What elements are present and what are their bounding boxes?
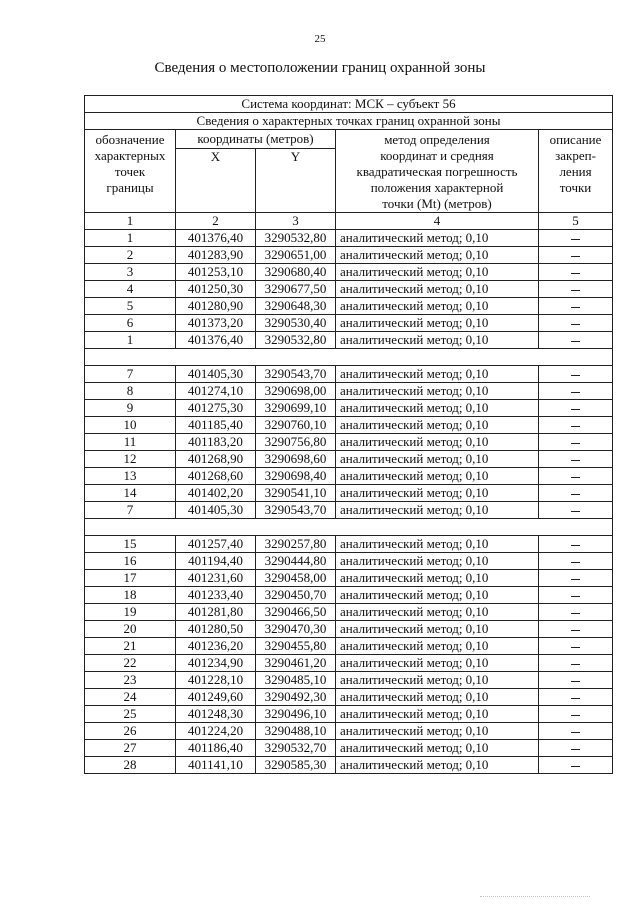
- page-number: 25: [314, 33, 326, 45]
- dash-mark: [571, 494, 580, 495]
- y-coordinate-cell: 3290585,30: [256, 757, 336, 774]
- description-cell: [539, 366, 613, 383]
- y-coordinate-cell: 3290450,70: [256, 587, 336, 604]
- x-coordinate-cell: 401405,30: [176, 366, 256, 383]
- group-separator-cell: [85, 519, 613, 536]
- dash-mark: [571, 375, 580, 376]
- table-row: [85, 298, 613, 315]
- description-cell: [539, 553, 613, 570]
- table-row: [85, 281, 613, 298]
- x-coordinate-cell: 401268,90: [176, 451, 256, 468]
- dash-mark: [571, 664, 580, 665]
- description-cell: [539, 570, 613, 587]
- table-row: [85, 723, 613, 740]
- x-coordinate-cell: 401281,80: [176, 604, 256, 621]
- header-line: описание: [549, 132, 602, 147]
- y-coordinate-cell: 3290532,80: [256, 332, 336, 349]
- description-cell: [539, 230, 613, 247]
- method-cell: аналитический метод; 0,10: [336, 315, 539, 332]
- method-cell: аналитический метод; 0,10: [336, 332, 539, 349]
- method-cell: аналитический метод; 0,10: [336, 230, 539, 247]
- method-cell: аналитический метод; 0,10: [336, 570, 539, 587]
- table-row: [85, 570, 613, 587]
- method-cell: аналитический метод; 0,10: [336, 400, 539, 417]
- column-number: 1: [85, 213, 176, 230]
- table-row: [85, 451, 613, 468]
- dash-mark: [571, 443, 580, 444]
- header-line: характерных: [94, 148, 166, 163]
- column-number: 4: [336, 213, 539, 230]
- method-cell: аналитический метод; 0,10: [336, 604, 539, 621]
- description-cell: [539, 451, 613, 468]
- dash-mark: [571, 426, 580, 427]
- method-cell: аналитический метод; 0,10: [336, 638, 539, 655]
- scan-artifact: [480, 896, 590, 900]
- y-coordinate-cell: 3290485,10: [256, 672, 336, 689]
- description-cell: [539, 672, 613, 689]
- description-cell: [539, 536, 613, 553]
- method-cell: аналитический метод; 0,10: [336, 298, 539, 315]
- column-number: 3: [256, 213, 336, 230]
- table-row: [85, 230, 613, 247]
- header-point-designation: [85, 130, 176, 213]
- description-cell: [539, 757, 613, 774]
- table-row: [85, 264, 613, 281]
- dash-mark: [571, 460, 580, 461]
- dash-mark: [571, 698, 580, 699]
- x-coordinate-cell: 401376,40: [176, 332, 256, 349]
- dash-mark: [571, 545, 580, 546]
- description-cell: [539, 638, 613, 655]
- point-number-cell: 22: [85, 655, 176, 672]
- y-coordinate-cell: 3290698,00: [256, 383, 336, 400]
- group-separator-cell: [85, 349, 613, 366]
- point-number-cell: 28: [85, 757, 176, 774]
- dash-mark: [571, 613, 580, 614]
- dash-mark: [571, 647, 580, 648]
- y-coordinate-cell: 3290455,80: [256, 638, 336, 655]
- x-coordinate-cell: 401248,30: [176, 706, 256, 723]
- y-coordinate-cell: 3290458,00: [256, 570, 336, 587]
- x-coordinate-cell: 401141,10: [176, 757, 256, 774]
- method-cell: аналитический метод; 0,10: [336, 451, 539, 468]
- table-row: [85, 740, 613, 757]
- table-row: [85, 587, 613, 604]
- x-coordinate-cell: 401257,40: [176, 536, 256, 553]
- table-row: [85, 468, 613, 485]
- description-cell: [539, 400, 613, 417]
- point-number-cell: 14: [85, 485, 176, 502]
- table-row: [85, 247, 613, 264]
- y-coordinate-cell: 3290532,70: [256, 740, 336, 757]
- table-row: [85, 315, 613, 332]
- table-row: [85, 604, 613, 621]
- header-line: положения характерной: [370, 180, 504, 195]
- x-coordinate-cell: 401249,60: [176, 689, 256, 706]
- y-coordinate-cell: 3290680,40: [256, 264, 336, 281]
- table-row: [85, 621, 613, 638]
- method-cell: аналитический метод; 0,10: [336, 672, 539, 689]
- point-number-cell: 12: [85, 451, 176, 468]
- table-row: [85, 383, 613, 400]
- header-row-1: [85, 130, 613, 149]
- y-coordinate-cell: 3290532,80: [256, 230, 336, 247]
- table-row: [85, 485, 613, 502]
- x-coordinate-cell: 401224,20: [176, 723, 256, 740]
- y-coordinate-cell: 3290488,10: [256, 723, 336, 740]
- header-line: точки (Mt) (метров): [382, 196, 492, 211]
- y-coordinate-cell: 3290543,70: [256, 502, 336, 519]
- table-row: [85, 434, 613, 451]
- method-cell: аналитический метод; 0,10: [336, 757, 539, 774]
- y-coordinate-cell: 3290760,10: [256, 417, 336, 434]
- method-cell: аналитический метод; 0,10: [336, 740, 539, 757]
- group-separator-row: [85, 519, 613, 536]
- description-cell: [539, 247, 613, 264]
- dash-mark: [571, 715, 580, 716]
- header-line: закреп-: [555, 148, 596, 163]
- document-title: Сведения о местоположении границ охранной зоны: [154, 60, 486, 76]
- method-cell: аналитический метод; 0,10: [336, 723, 539, 740]
- method-cell: аналитический метод; 0,10: [336, 536, 539, 553]
- y-coordinate-cell: 3290648,30: [256, 298, 336, 315]
- point-number-cell: 24: [85, 689, 176, 706]
- method-cell: аналитический метод; 0,10: [336, 264, 539, 281]
- y-coordinate-cell: 3290677,50: [256, 281, 336, 298]
- point-number-cell: 9: [85, 400, 176, 417]
- method-cell: аналитический метод; 0,10: [336, 366, 539, 383]
- x-coordinate-cell: 401283,90: [176, 247, 256, 264]
- method-cell: аналитический метод; 0,10: [336, 621, 539, 638]
- y-coordinate-cell: 3290756,80: [256, 434, 336, 451]
- x-coordinate-cell: 401280,50: [176, 621, 256, 638]
- header-coordinates: координаты (метров): [176, 130, 336, 149]
- table-row: [85, 366, 613, 383]
- description-cell: [539, 383, 613, 400]
- table-row: [85, 400, 613, 417]
- description-cell: [539, 655, 613, 672]
- boundary-points-table: [84, 95, 613, 774]
- method-cell: аналитический метод; 0,10: [336, 383, 539, 400]
- dash-mark: [571, 239, 580, 240]
- x-coordinate-cell: 401376,40: [176, 230, 256, 247]
- header-line: обозначение: [95, 132, 165, 147]
- description-cell: [539, 417, 613, 434]
- y-coordinate-cell: 3290461,20: [256, 655, 336, 672]
- header-line: метод определения: [384, 132, 490, 147]
- x-coordinate-cell: 401231,60: [176, 570, 256, 587]
- dash-mark: [571, 409, 580, 410]
- x-coordinate-cell: 401250,30: [176, 281, 256, 298]
- description-cell: [539, 621, 613, 638]
- dash-mark: [571, 579, 580, 580]
- point-number-cell: 21: [85, 638, 176, 655]
- dash-mark: [571, 749, 580, 750]
- point-number-cell: 26: [85, 723, 176, 740]
- dash-mark: [571, 290, 580, 291]
- description-cell: [539, 689, 613, 706]
- y-coordinate-cell: 3290470,30: [256, 621, 336, 638]
- dash-mark: [571, 477, 580, 478]
- header-description: [539, 130, 613, 213]
- point-number-cell: 17: [85, 570, 176, 587]
- table-info-label: Сведения о характерных точках границ охранной зоны: [85, 113, 613, 130]
- description-cell: [539, 332, 613, 349]
- table-row: [85, 638, 613, 655]
- header-line: границы: [106, 180, 154, 195]
- point-number-cell: 2: [85, 247, 176, 264]
- x-coordinate-cell: 401236,20: [176, 638, 256, 655]
- dash-mark: [571, 324, 580, 325]
- method-cell: аналитический метод; 0,10: [336, 553, 539, 570]
- y-coordinate-cell: 3290257,80: [256, 536, 336, 553]
- y-coordinate-cell: 3290541,10: [256, 485, 336, 502]
- table-row: [85, 502, 613, 519]
- header-line: координат и средняя: [380, 148, 494, 163]
- header-line: квадратическая погрешность: [356, 164, 518, 179]
- dash-mark: [571, 766, 580, 767]
- description-cell: [539, 298, 613, 315]
- dash-mark: [571, 256, 580, 257]
- x-coordinate-cell: 401186,40: [176, 740, 256, 757]
- description-cell: [539, 315, 613, 332]
- x-coordinate-cell: 401183,20: [176, 434, 256, 451]
- group-separator-row: [85, 349, 613, 366]
- point-number-cell: 1: [85, 230, 176, 247]
- column-number: 5: [539, 213, 613, 230]
- x-coordinate-cell: 401194,40: [176, 553, 256, 570]
- method-cell: аналитический метод; 0,10: [336, 689, 539, 706]
- x-coordinate-cell: 401185,40: [176, 417, 256, 434]
- coordinate-system-row: [85, 96, 613, 113]
- table-row: [85, 689, 613, 706]
- table-row: [85, 332, 613, 349]
- column-numbers-row: [85, 213, 613, 230]
- method-cell: аналитический метод; 0,10: [336, 485, 539, 502]
- dash-mark: [571, 392, 580, 393]
- point-number-cell: 8: [85, 383, 176, 400]
- description-cell: [539, 468, 613, 485]
- description-cell: [539, 434, 613, 451]
- y-coordinate-cell: 3290444,80: [256, 553, 336, 570]
- header-line: точки: [559, 180, 592, 195]
- method-cell: аналитический метод; 0,10: [336, 417, 539, 434]
- x-coordinate-cell: 401280,90: [176, 298, 256, 315]
- method-cell: аналитический метод; 0,10: [336, 502, 539, 519]
- dash-mark: [571, 630, 580, 631]
- dash-mark: [571, 681, 580, 682]
- x-coordinate-cell: 401274,10: [176, 383, 256, 400]
- y-coordinate-cell: 3290496,10: [256, 706, 336, 723]
- header-method: [336, 130, 539, 213]
- point-number-cell: 25: [85, 706, 176, 723]
- description-cell: [539, 281, 613, 298]
- description-cell: [539, 740, 613, 757]
- table-row: [85, 553, 613, 570]
- x-coordinate-cell: 401228,10: [176, 672, 256, 689]
- y-coordinate-cell: 3290466,50: [256, 604, 336, 621]
- point-number-cell: 5: [85, 298, 176, 315]
- x-coordinate-cell: 401233,40: [176, 587, 256, 604]
- header-line: точек: [114, 164, 146, 179]
- point-number-cell: 23: [85, 672, 176, 689]
- description-cell: [539, 604, 613, 621]
- y-coordinate-cell: 3290651,00: [256, 247, 336, 264]
- point-number-cell: 1: [85, 332, 176, 349]
- description-cell: [539, 723, 613, 740]
- dash-mark: [571, 511, 580, 512]
- method-cell: аналитический метод; 0,10: [336, 587, 539, 604]
- x-coordinate-cell: 401234,90: [176, 655, 256, 672]
- point-number-cell: 7: [85, 502, 176, 519]
- coordinate-system-label: Система координат: МСК – субъект 56: [85, 96, 613, 113]
- dash-mark: [571, 732, 580, 733]
- dash-mark: [571, 596, 580, 597]
- description-cell: [539, 706, 613, 723]
- y-coordinate-cell: 3290492,30: [256, 689, 336, 706]
- table-row: [85, 417, 613, 434]
- header-x: X: [176, 148, 256, 212]
- x-coordinate-cell: 401373,20: [176, 315, 256, 332]
- table-row: [85, 536, 613, 553]
- x-coordinate-cell: 401402,20: [176, 485, 256, 502]
- method-cell: аналитический метод; 0,10: [336, 706, 539, 723]
- y-coordinate-cell: 3290698,40: [256, 468, 336, 485]
- point-number-cell: 13: [85, 468, 176, 485]
- table-row: [85, 706, 613, 723]
- point-number-cell: 19: [85, 604, 176, 621]
- description-cell: [539, 264, 613, 281]
- method-cell: аналитический метод; 0,10: [336, 468, 539, 485]
- method-cell: аналитический метод; 0,10: [336, 655, 539, 672]
- x-coordinate-cell: 401253,10: [176, 264, 256, 281]
- table-row: [85, 672, 613, 689]
- table-info-row: [85, 113, 613, 130]
- point-number-cell: 3: [85, 264, 176, 281]
- point-number-cell: 16: [85, 553, 176, 570]
- dash-mark: [571, 341, 580, 342]
- description-cell: [539, 587, 613, 604]
- dash-mark: [571, 562, 580, 563]
- point-number-cell: 27: [85, 740, 176, 757]
- x-coordinate-cell: 401268,60: [176, 468, 256, 485]
- description-cell: [539, 502, 613, 519]
- point-number-cell: 18: [85, 587, 176, 604]
- y-coordinate-cell: 3290543,70: [256, 366, 336, 383]
- method-cell: аналитический метод; 0,10: [336, 281, 539, 298]
- y-coordinate-cell: 3290530,40: [256, 315, 336, 332]
- point-number-cell: 15: [85, 536, 176, 553]
- header-y: Y: [256, 148, 336, 212]
- point-number-cell: 4: [85, 281, 176, 298]
- dash-mark: [571, 307, 580, 308]
- description-cell: [539, 485, 613, 502]
- point-number-cell: 20: [85, 621, 176, 638]
- table-row: [85, 757, 613, 774]
- header-line: ления: [559, 164, 592, 179]
- column-number: 2: [176, 213, 256, 230]
- method-cell: аналитический метод; 0,10: [336, 434, 539, 451]
- table-row: [85, 655, 613, 672]
- x-coordinate-cell: 401405,30: [176, 502, 256, 519]
- y-coordinate-cell: 3290698,60: [256, 451, 336, 468]
- point-number-cell: 11: [85, 434, 176, 451]
- x-coordinate-cell: 401275,30: [176, 400, 256, 417]
- point-number-cell: 6: [85, 315, 176, 332]
- point-number-cell: 10: [85, 417, 176, 434]
- dash-mark: [571, 273, 580, 274]
- method-cell: аналитический метод; 0,10: [336, 247, 539, 264]
- point-number-cell: 7: [85, 366, 176, 383]
- y-coordinate-cell: 3290699,10: [256, 400, 336, 417]
